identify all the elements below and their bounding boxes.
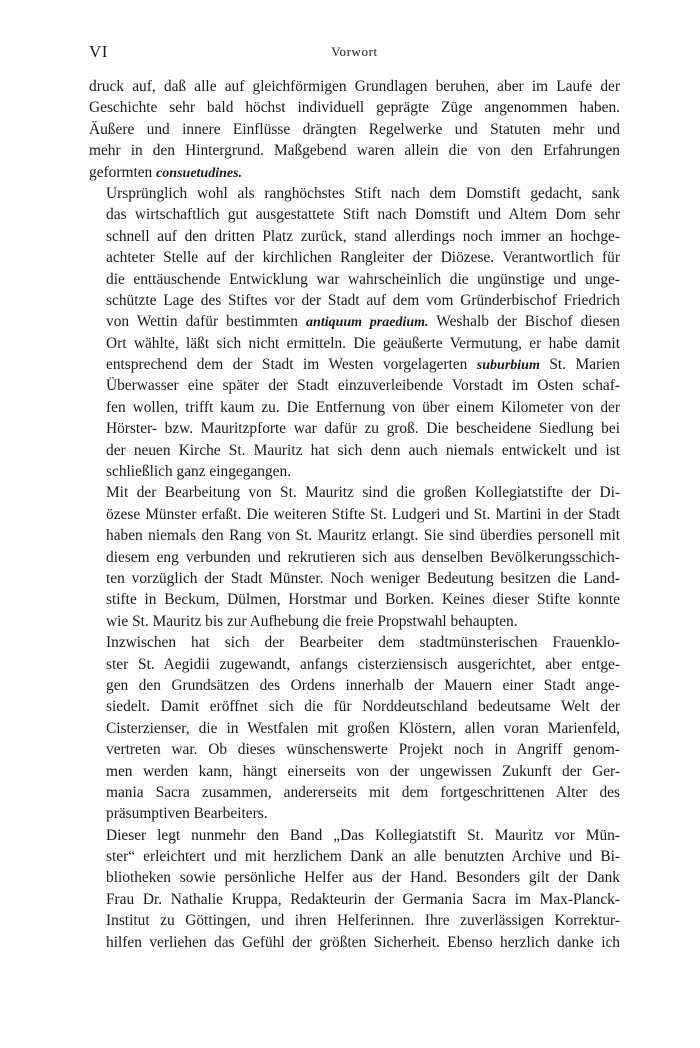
text-line: schützte Lage des Stiftes vor der Stadt auf dem vom Gründerbischof Friedrich (106, 291, 620, 309)
text-line: özese Münster erfaßt. Die weiteren Stifte St. Ludgeri und St. Martini in der Stadt (106, 505, 620, 523)
paragraph (89, 632, 620, 825)
text-line: Dieser legt nunmehr den Band „Das Kollegiatstift St. Mauritz vor Mün- (106, 826, 620, 844)
paragraph (89, 482, 620, 632)
text-line: bliotheken sowie persönliche Helfer aus der Hand. Besonders gilt der Dank (106, 869, 620, 887)
text-line: Überwasser eine später der Stadt einzuverleibende Vorstadt im Osten schaf- (106, 377, 620, 395)
text-line: Institut zu Göttingen, und ihren Helferinnen. Ihre zuverlässigen Korrektur- (106, 912, 620, 930)
text-line: schließlich ganz eingegangen. (106, 463, 292, 481)
page-number: VI (89, 42, 108, 61)
text-line: schnell auf den dritten Platz zurück, stand allerdings noch immer an hochge- (106, 227, 620, 245)
text-line: Ursprünglich wohl als ranghöchstes Stift nach dem Domstift gedacht, sank (106, 184, 620, 202)
text-line: Inzwischen hat sich der Bearbeiter dem stadtmünsterischen Frauenklo- (106, 634, 620, 652)
text-line: ster St. Aegidii zugewandt, anfangs cisterziensisch ausgerichtet, aber entge- (106, 655, 620, 673)
text-line: Ort wählte, läßt sich nicht ermitteln. Die geäußerte Vermutung, er habe damit (106, 334, 620, 352)
text-line: der neuen Kirche St. Mauritz hat sich denn auch niemals entwickelt und ist (106, 441, 620, 459)
text-line: Frau Dr. Nathalie Kruppa, Redakteurin der Germania Sacra im Max-Planck- (106, 890, 620, 908)
text-line: fen wollen, trifft kaum zu. Die Entfernung von über einem Kilometer von der (106, 398, 620, 416)
text-line: mania Sacra zusammen, andererseits mit dem fortgeschrittenen Alter des (106, 783, 620, 801)
text-line: Hörster- bzw. Mauritzpforte war dafür zu groß. Die bescheidene Siedlung bei (106, 420, 620, 438)
text-line: die enttäuschende Entwicklung war wahrscheinlich die ungünstige und unge- (106, 270, 620, 288)
text-line: haben niemals den Rang von St. Mauritz erlangt. Sie sind überdies personell mit (106, 527, 620, 545)
text-line: diesem eng verbunden und rekrutieren sich aus denselben Bevölkerungsschich- (106, 548, 620, 566)
text-line: mehr in den Hintergrund. Maßgebend waren allein die von den Erfahrungen (89, 142, 620, 160)
paragraph (89, 825, 620, 953)
text-line: vertreten war. Ob dieses wünschenswerte Projekt noch in Angriff genom- (106, 741, 620, 759)
text-line: das wirtschaftlich gut ausgestattete Stift nach Domstift und Altem Dom sehr (106, 206, 620, 224)
text-line: präsumptiven Bearbeiters. (106, 805, 268, 823)
text-line: ten vorzüglich der Stadt Münster. Noch weniger Bedeutung besitzen die Land- (106, 569, 620, 587)
body-text (89, 76, 620, 953)
text-line: Mit der Bearbeitung von St. Mauritz sind die großen Kollegiatstifte der Di- (106, 484, 620, 502)
text-line: Äußere und innere Einflüsse drängten Regelwerke und Statuten mehr und (89, 120, 620, 138)
latin-term: antiquum praedium. (306, 315, 429, 331)
text-line: gen den Grundsätzen des Ordens innerhalb der Mauern einer Stadt ange- (106, 676, 620, 694)
text-line: stifte in Beckum, Dülmen, Horstmar und Borken. Keines dieser Stifte konnte (106, 591, 620, 609)
latin-term: suburbium (476, 358, 540, 374)
paragraph (89, 183, 620, 482)
text-line: von Wettin dafür bestimmten antiquum praedium. Weshalb der Bischof diesen (106, 313, 620, 331)
text-line: entsprechend dem der Stadt im Westen vorgelagerten suburbium St. Marien (106, 356, 620, 374)
paragraph (89, 76, 620, 183)
text-line: druck auf, daß alle auf gleichförmigen Grundlagen beruhen, aber im Laufe der (89, 78, 620, 95)
text-line: hilfen verliehen das Gefühl der größten Sicherheit. Ebenso herzlich danke ich (106, 933, 620, 951)
page-header (89, 42, 620, 64)
latin-term: consuetudines. (156, 165, 243, 181)
text-line: geformten consuetudines. (89, 163, 243, 181)
text-line: siedelt. Damit eröffnet sich die für Norddeutschland bedeutsame Welt der (106, 698, 620, 716)
text-line: Geschichte sehr bald höchst individuell geprägte Züge angenommen haben. (89, 99, 620, 117)
text-line: Cisterzienser, die in Westfalen mit großen Klöstern, allen voran Marienfeld, (106, 719, 620, 737)
text-line: ster“ erleichtert und mit herzlichem Dank an alle benutzten Archive und Bi- (106, 848, 620, 866)
running-head: Vorwort (331, 44, 378, 59)
text-line: men werden kann, hängt einerseits von der ungewissen Zukunft der Ger- (106, 762, 620, 780)
text-line: achteter Stelle auf der kirchlichen Rangleiter der Diözese. Verantwortlich für (106, 249, 620, 267)
text-line: wie St. Mauritz bis zur Aufhebung die freie Propstwahl behaupten. (106, 612, 518, 630)
